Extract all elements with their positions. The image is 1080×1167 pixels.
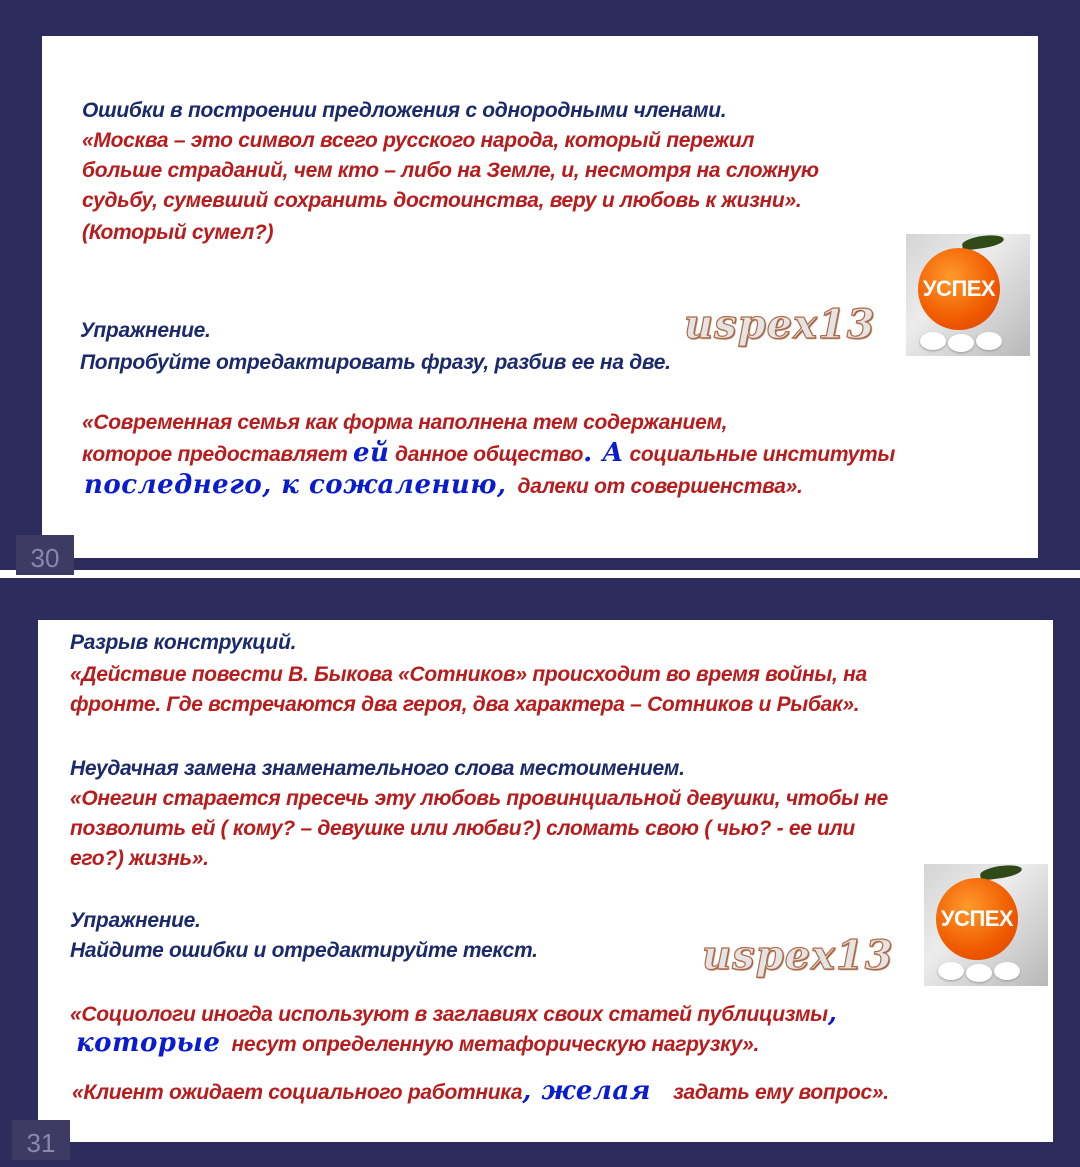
uspex-logo [906, 234, 1030, 356]
slide1-quote-line-2 [82, 438, 895, 470]
quote-text: «Клиент ожидает социального работника [72, 1081, 523, 1104]
slide1-example-line-3: судьбу, сумевший сохранить достоинства, веру и любовь к жизни». [82, 189, 802, 212]
logo-orange: УСПЕХ [918, 248, 1000, 330]
uspex-logo [924, 864, 1048, 986]
slide1-example-line-2: больше страданий, чем кто – либо на Земле, и, несмотря на сложную [82, 159, 819, 182]
handwritten-correction: которые [76, 1028, 221, 1058]
handwritten-correction: , желая [522, 1076, 651, 1106]
slide2-exercise-title: Упражнение. [70, 909, 201, 932]
egg-icon [976, 332, 1002, 350]
slide1-quote-line-3 [84, 470, 803, 502]
slide2-example1-line-2: фронте. Где встречаются два героя, два характера – Сотников и Рыбак». [70, 693, 860, 716]
logo-orange: УСПЕХ [936, 878, 1018, 960]
slide2-heading-1: Разрыв конструкций. [70, 631, 297, 654]
egg-icon [938, 962, 964, 980]
slide2-heading-2: Неудачная замена знаменательного слова местоимением. [70, 757, 685, 780]
slide1-example-line-1: «Москва – это символ всего русского народа, который пережил [82, 129, 755, 152]
slide1-heading: Ошибки в построении предложения с однородными членами. [82, 99, 727, 122]
quote-text: данное общество [395, 443, 584, 466]
slide-31 [38, 620, 1053, 1142]
quote-text: задать ему вопрос». [673, 1081, 889, 1104]
handwritten-correction: ей [353, 438, 390, 468]
quote-text: социальные институты [629, 443, 896, 466]
slide2-quote2 [72, 1076, 889, 1108]
slide1-example-line-4: (Который сумел?) [82, 221, 274, 244]
egg-icon [994, 962, 1020, 980]
egg-icon [948, 334, 974, 352]
slide1-quote-line-1: «Современная семья как форма наполнена тем содержанием, [82, 411, 728, 434]
slide2-example1-line-1: «Действие повести В. Быкова «Сотников» происходит во время войны, на [70, 663, 867, 686]
handwritten-correction: , [827, 998, 838, 1028]
slide2-example2-line-1: «Онегин старается пресечь эту любовь провинциальной девушки, чтобы не [70, 787, 889, 810]
slide2-quote1-line-2 [76, 1028, 759, 1060]
slide1-exercise-task: Попробуйте отредактировать фразу, разбив ее на две. [80, 351, 671, 374]
slide2-example2-line-3: его?) жизнь». [70, 847, 209, 870]
quote-text: несут определенную метафорическую нагрузку». [231, 1033, 760, 1056]
slide-number: 31 [12, 1120, 70, 1160]
slide2-exercise-task: Найдите ошибки и отредактируйте текст. [70, 939, 538, 962]
quote-text: далеки от совершенства». [517, 475, 803, 498]
slide2-quote1-line-1 [70, 998, 837, 1030]
handwritten-correction: . А [583, 438, 624, 468]
slide-30 [42, 36, 1038, 558]
watermark: uspex13 [684, 301, 876, 348]
slide2-example2-line-2: позволить ей ( кому? – девушке или любви?) сломать свою ( чью? - ее или [70, 817, 855, 840]
egg-icon [966, 964, 992, 982]
slide1-exercise-title: Упражнение. [80, 319, 211, 342]
slide-number: 30 [16, 535, 74, 575]
quote-text: «Социологи иногда используют в заглавиях своих статей публицизмы [70, 1003, 828, 1026]
quote-text: которое предоставляет [82, 443, 348, 466]
slide-divider [0, 570, 1080, 578]
egg-icon [920, 332, 946, 350]
handwritten-correction: последнего, к сожалению, [84, 470, 507, 500]
watermark: uspex13 [702, 932, 894, 979]
